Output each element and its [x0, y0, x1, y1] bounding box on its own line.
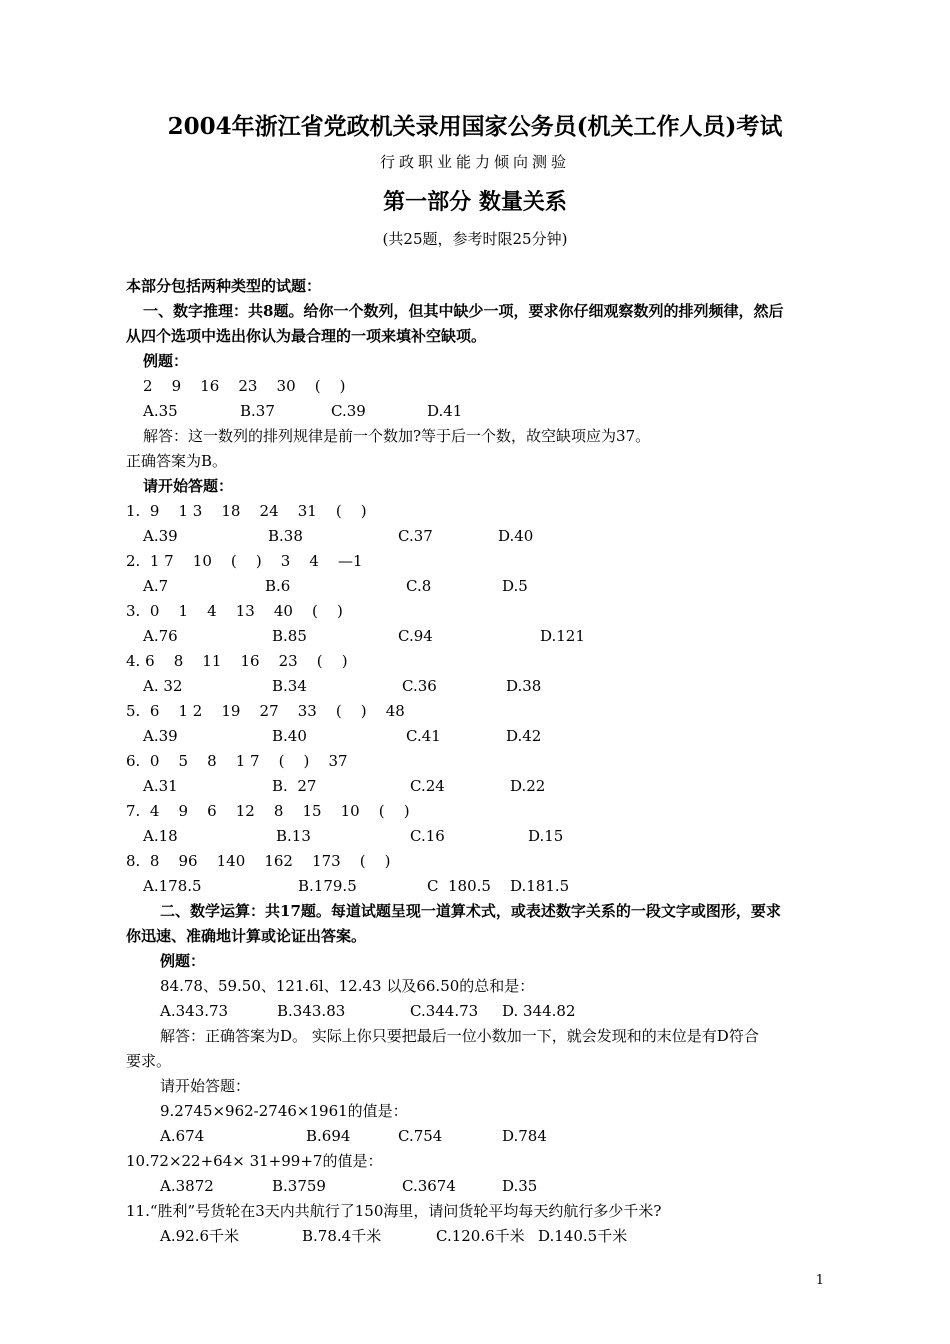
- option: D.22: [510, 777, 546, 795]
- question-sequence: 3. 0 1 4 13 40 ( ): [126, 602, 343, 620]
- option: B.38: [268, 527, 303, 545]
- example-sequence: 2 9 16 23 30 ( ): [143, 377, 346, 395]
- option: D.784: [502, 1127, 547, 1145]
- option: B.40: [272, 727, 307, 745]
- example-option: D. 344.82: [502, 1002, 576, 1020]
- section2-heading: 二、数学运算：共17题。每道试题呈现一道算术式，或表述数字关系的一段文字或图形，要求: [160, 902, 781, 920]
- example-explanation: 解答：这一数列的排列规律是前一个数加?等于后一个数，故空缺项应为37。: [143, 427, 651, 445]
- option: B.179.5: [298, 877, 357, 895]
- section1-heading-cont: 从四个选项中选出你认为最合理的一项来填补空缺项。: [126, 327, 487, 345]
- example-answer: 正确答案为B。: [126, 452, 228, 470]
- option: A.31: [143, 777, 178, 795]
- example-option: A.343.73: [160, 1002, 229, 1020]
- option: C 180.5: [427, 877, 491, 895]
- document-subtitle: 行政职业能力倾向测验: [379, 153, 570, 171]
- option: D.35: [502, 1177, 538, 1195]
- part-heading: 第一部分 数量关系: [383, 189, 567, 215]
- question-sequence: 5. 6 1 2 19 27 33 ( ) 48: [126, 702, 405, 720]
- example-option: B.343.83: [277, 1002, 346, 1020]
- option: D.181.5: [510, 877, 570, 895]
- option: A.7: [143, 577, 169, 595]
- option: C.37: [398, 527, 433, 545]
- section2-heading-cont: 你迅速、准确地计算或论证出答案。: [126, 927, 367, 945]
- option: A.39: [143, 727, 178, 745]
- option: D.40: [498, 527, 534, 545]
- example-option: D.41: [427, 402, 463, 420]
- option: B.6: [265, 577, 291, 595]
- start-prompt: 请开始答题：: [143, 477, 234, 495]
- option: B.3759: [272, 1177, 326, 1195]
- option: C.754: [398, 1127, 443, 1145]
- start-prompt: 请开始答题：: [160, 1077, 251, 1095]
- example-option: C.39: [331, 402, 366, 420]
- question-sequence: 8. 8 96 140 162 173 ( ): [126, 852, 391, 870]
- option: A.92.6千米: [160, 1227, 239, 1245]
- page-number: 1: [815, 1273, 824, 1288]
- option: A.18: [143, 827, 178, 845]
- question-sequence: 2. 1 7 10 ( ) 3 4 —1: [126, 552, 363, 570]
- option: A.76: [143, 627, 178, 645]
- option: A. 32: [143, 677, 183, 695]
- option: C.3674: [402, 1177, 456, 1195]
- option: D.5: [502, 577, 528, 595]
- example-option: A.35: [143, 402, 178, 420]
- option: C.94: [398, 627, 433, 645]
- option: C.36: [402, 677, 437, 695]
- option: C.8: [406, 577, 432, 595]
- question-sequence: 1. 9 1 3 18 24 31 ( ): [126, 502, 367, 520]
- option: A.674: [160, 1127, 205, 1145]
- question-sequence: 7. 4 9 6 12 8 15 10 ( ): [126, 802, 410, 820]
- option: B.13: [276, 827, 311, 845]
- document-title: 2004年浙江省党政机关录用国家公务员(机关工作人员)考试: [167, 113, 783, 140]
- option: B.78.4千米: [302, 1227, 382, 1245]
- question-sequence: 6. 0 5 8 1 7 ( ) 37: [126, 752, 348, 770]
- option: D.140.5千米: [538, 1227, 628, 1245]
- option: D.42: [506, 727, 542, 745]
- option: D.38: [506, 677, 542, 695]
- example-label: 例题：: [143, 352, 189, 370]
- option: B.85: [272, 627, 307, 645]
- example-explanation-cont: 要求。: [126, 1052, 172, 1070]
- option: C.120.6千米: [436, 1227, 525, 1245]
- option: A.3872: [160, 1177, 214, 1195]
- example-option: B.37: [240, 402, 275, 420]
- question-text: 9.2745×962-2746×1961的值是：: [160, 1102, 408, 1120]
- option: A.178.5: [143, 877, 202, 895]
- option: C.41: [406, 727, 441, 745]
- example-question: 84.78、59.50、121.6l、12.43 以及66.50的总和是：: [160, 977, 535, 995]
- option: D.15: [528, 827, 564, 845]
- option: B. 27: [272, 777, 317, 795]
- question-text: 10.72×22+64× 31+99+7的值是：: [126, 1152, 383, 1170]
- question-sequence: 4. 6 8 11 16 23 ( ): [126, 652, 348, 670]
- example-explanation: 解答：正确答案为D。 实际上你只要把最后一位小数加一下，就会发现和的末位是有D符合: [160, 1027, 759, 1045]
- option: C.24: [410, 777, 445, 795]
- section1-heading: 一、数字推理：共8题。给你一个数列，但其中缺少一项，要求你仔细观察数列的排列频律，然后: [143, 302, 784, 320]
- option: C.16: [410, 827, 445, 845]
- example-label: 例题：: [160, 952, 206, 970]
- option: A.39: [143, 527, 178, 545]
- option: B.34: [272, 677, 307, 695]
- question-text: 11.“胜利”号货轮在3天内共航行了150海里，请问货轮平均每天约航行多少千米?: [126, 1202, 662, 1220]
- option: D.121: [540, 627, 585, 645]
- intro-line: 本部分包括两种类型的试题：: [126, 277, 322, 295]
- example-option: C.344.73: [410, 1002, 479, 1020]
- time-note: (共25题，参考时限25分钟): [382, 230, 568, 248]
- option: B.694: [306, 1127, 351, 1145]
